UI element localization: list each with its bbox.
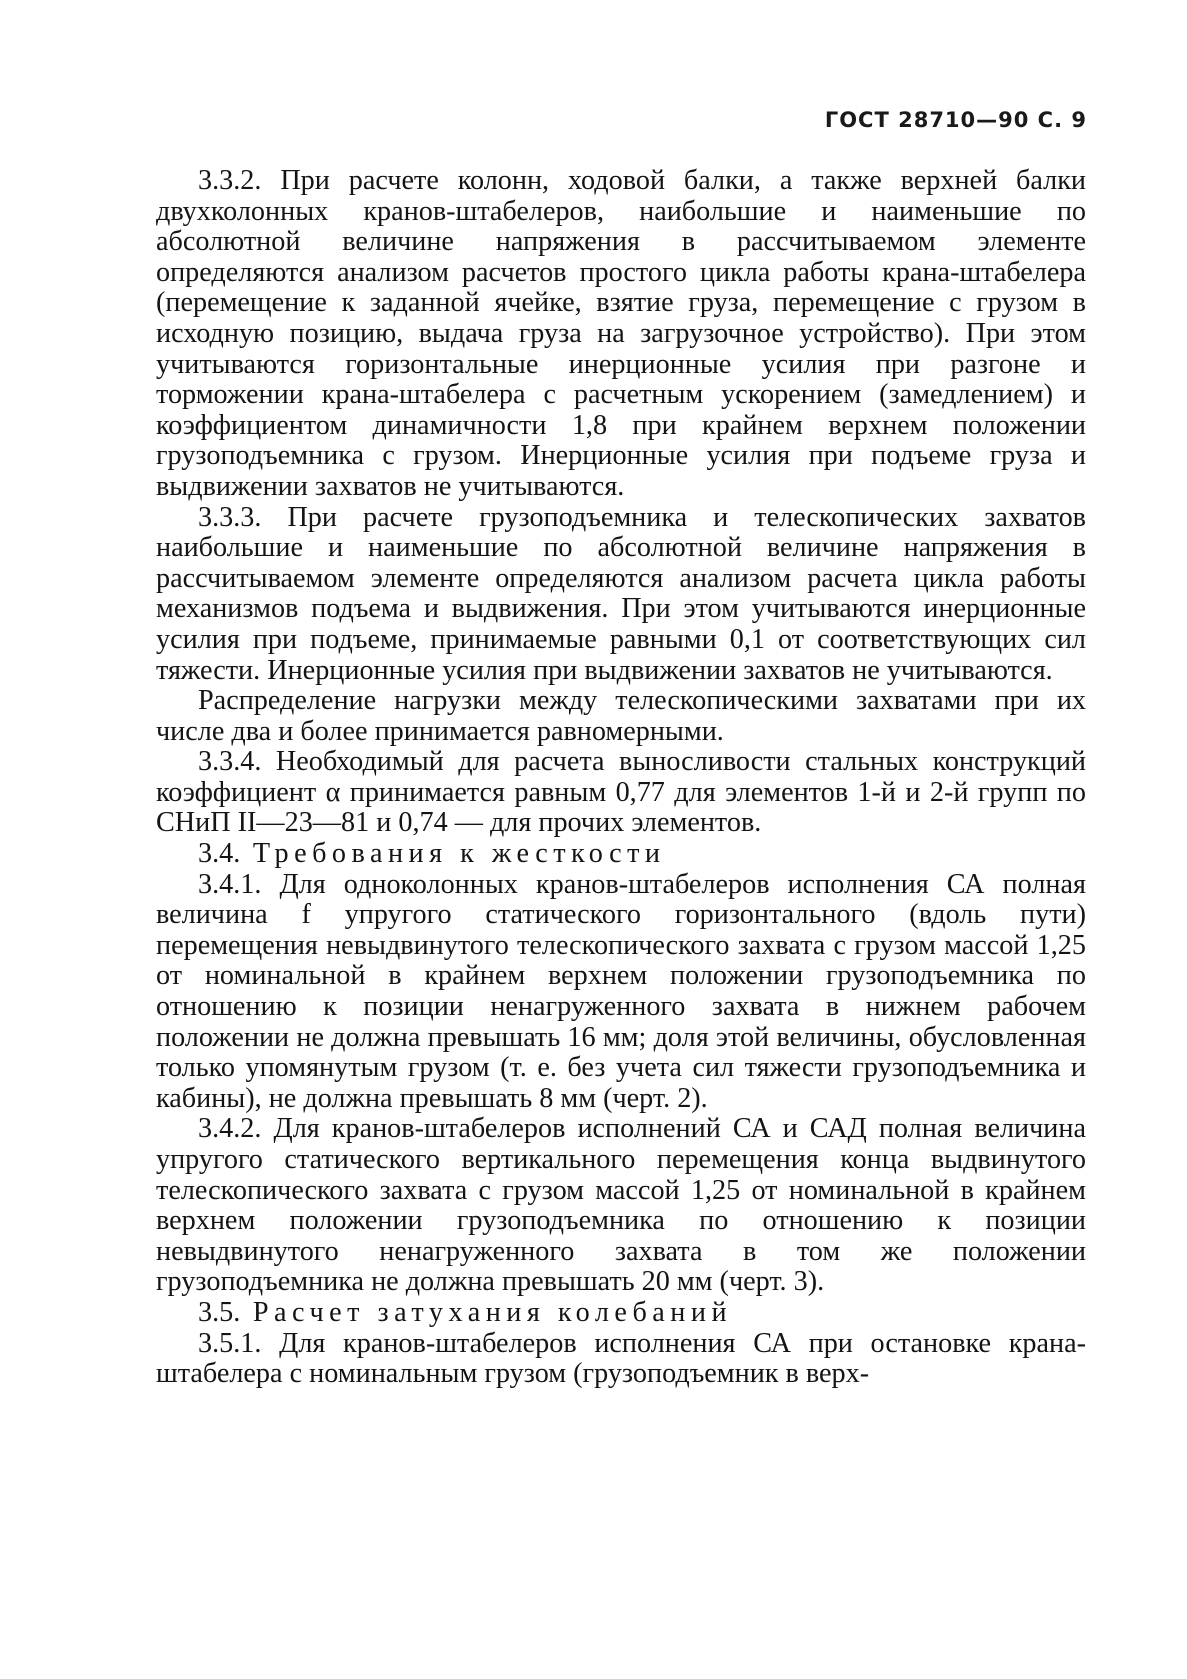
section-title: Требования к жесткости (252, 838, 666, 870)
paragraph-3-4-1: 3.4.1. Для одноколонных кранов-штабелеров исполнения СА полная величина f упругого статического горизонтального (вдоль пути) перемещения невыдвинутого телескопического захвата с грузом массой 1,25 от номинальной в крайнем верхнем положении грузоподъемника по отношению к позиции ненагруженного захвата в нижнем рабочем положении не должна превышать 16 мм; доля этой величины, обусловленная только упомянутым грузом (т. е. без учета сил тяжести грузоподъемника и кабины), не должна превышать 8 мм (черт. 2). (156, 868, 1086, 1114)
paragraph-3-3-2: 3.3.2. При расчете колонн, ходовой балки, а также верхней балки двухколонных кранов-штабелеров, наибольшие и наименьшие по абсолютной величине напряжения в рассчитываемом элементе определяются анализом расчетов простого цикла работы крана-штабелера (перемещение к заданной ячейке, взятие груза, перемещение с грузом в исходную позицию, выдача груза на загрузочное устройство). При этом учитываются горизонтальные инерционные усилия при разгоне и торможении крана-штабелера с расчетным ускорением (замедлением) и коэффициентом динамичности 1,8 при крайнем верхнем положении грузоподъемника с грузом. Инерционные усилия при подъеме груза и выдвижении захватов не учитываются. (156, 165, 1086, 502)
section-number: 3.4. (198, 838, 241, 870)
section-title: Расчет затухания колебаний (252, 1296, 733, 1328)
section-number: 3.5. (198, 1296, 241, 1328)
body-text (156, 166, 1086, 1390)
running-header: ГОСТ 28710—90 С. 9 (824, 108, 1087, 132)
paragraph-load-distribution: Распределение нагрузки между телескопическими захватами при их числе два и более принимается равномерными. (156, 685, 1086, 747)
section-heading-3-5 (156, 1298, 1086, 1329)
section-heading-3-4 (156, 839, 1086, 870)
paragraph-3-4-2: 3.4.2. Для кранов-штабелеров исполнений СА и САД полная величина упругого статического вертикального перемещения конца выдвинутого телескопического захвата с грузом массой 1,25 от номинальной в крайнем верхнем положении грузоподъемника по отношению к позиции невыдвинутого ненагруженного захвата в том же положении грузоподъемника не должна превышать 20 мм (черт. 3). (156, 1113, 1086, 1298)
paragraph-3-3-4: 3.3.4. Необходимый для расчета выносливости стальных конструкций коэффициент α принимается равным 0,77 для элементов 1-й и 2-й групп по СНиП II—23—81 и 0,74 — для прочих элементов. (156, 746, 1086, 839)
paragraph-3-3-3: 3.3.3. При расчете грузоподъемника и телескопических захватов наибольшие и наименьшие по абсолютной величине напряжения в рассчитываемом элементе определяются анализом расчета цикла работы механизмов подъема и выдвижения. При этом учитываются инерционные усилия при подъеме, принимаемые равными 0,1 от соответствующих сил тяжести. Инерционные усилия при выдвижении захватов не учитываются. (156, 501, 1086, 686)
paragraph-3-5-1: 3.5.1. Для кранов-штабелеров исполнения СА при остановке крана-штабелера с номинальным грузом (грузоподъемник в верх- (156, 1327, 1086, 1390)
